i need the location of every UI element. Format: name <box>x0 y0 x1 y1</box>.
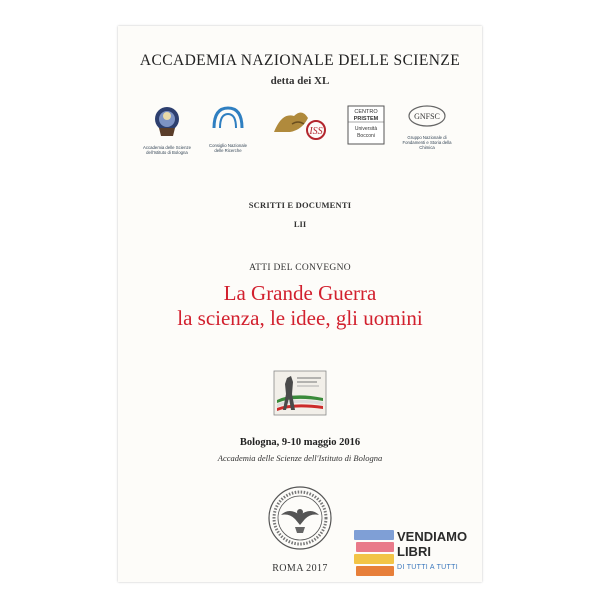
pristem-line-2: PRISTEM <box>353 116 379 122</box>
book-cover <box>118 26 482 582</box>
book-stack-icon <box>352 524 396 584</box>
publisher-line: ROMA 2017 <box>272 563 328 574</box>
logo-iss <box>268 102 338 151</box>
academy-seal-icon <box>267 485 333 551</box>
badge-line-1: VENDIAMO <box>397 529 468 544</box>
cnr-icon <box>206 102 250 138</box>
pristem-line-1: CENTRO <box>354 109 378 115</box>
logo1-caption: Accademia delle Scienze dell'Istituto di Bologna <box>142 145 191 155</box>
logo-pristem <box>346 102 386 153</box>
crest-icon <box>142 102 192 140</box>
academy-subtitle: detta dei XL <box>270 75 330 87</box>
book-title-line-2: la scienza, le idee, gli uomini <box>177 306 423 330</box>
series-title: SCRITTI E DOCUMENTI <box>248 200 352 210</box>
vendiamo-libri-badge <box>352 524 478 588</box>
book-title-line-1: La Grande Guerra <box>223 281 377 305</box>
logo-accademia-bologna <box>142 102 192 155</box>
pristem-box-icon <box>346 102 386 148</box>
iss-mark: ISS <box>309 126 323 137</box>
conference-emblem-icon <box>273 370 327 416</box>
venue: Accademia delle Scienze dell'Istituto di Bologna <box>217 453 383 463</box>
proceedings-label: ATTI DEL CONVEGNO <box>249 263 351 273</box>
iss-lion-icon <box>268 102 338 146</box>
academy-name: ACCADEMIA NAZIONALE DELLE SCIENZE <box>139 52 461 69</box>
pristem-line-4: Bocconi <box>357 133 375 139</box>
logo2-caption: Consiglio Nazionale delle Ricerche <box>209 143 247 153</box>
logo5-caption: Gruppo Nazionale di Fondamenti e Storia della Chimica <box>402 135 452 150</box>
volume-number: LII <box>293 219 307 229</box>
logo-strip <box>140 102 462 162</box>
place-date: Bologna, 9-10 maggio 2016 <box>239 437 361 448</box>
logo-cnr <box>206 102 250 153</box>
badge-tagline: DI TUTTI A TUTTI <box>397 564 458 571</box>
badge-line-2: LIBRI <box>397 544 431 559</box>
gnfsc-mark: GNFSC <box>414 112 440 121</box>
pristem-line-3: Università <box>354 126 378 132</box>
logo-gnfsc <box>394 102 460 150</box>
